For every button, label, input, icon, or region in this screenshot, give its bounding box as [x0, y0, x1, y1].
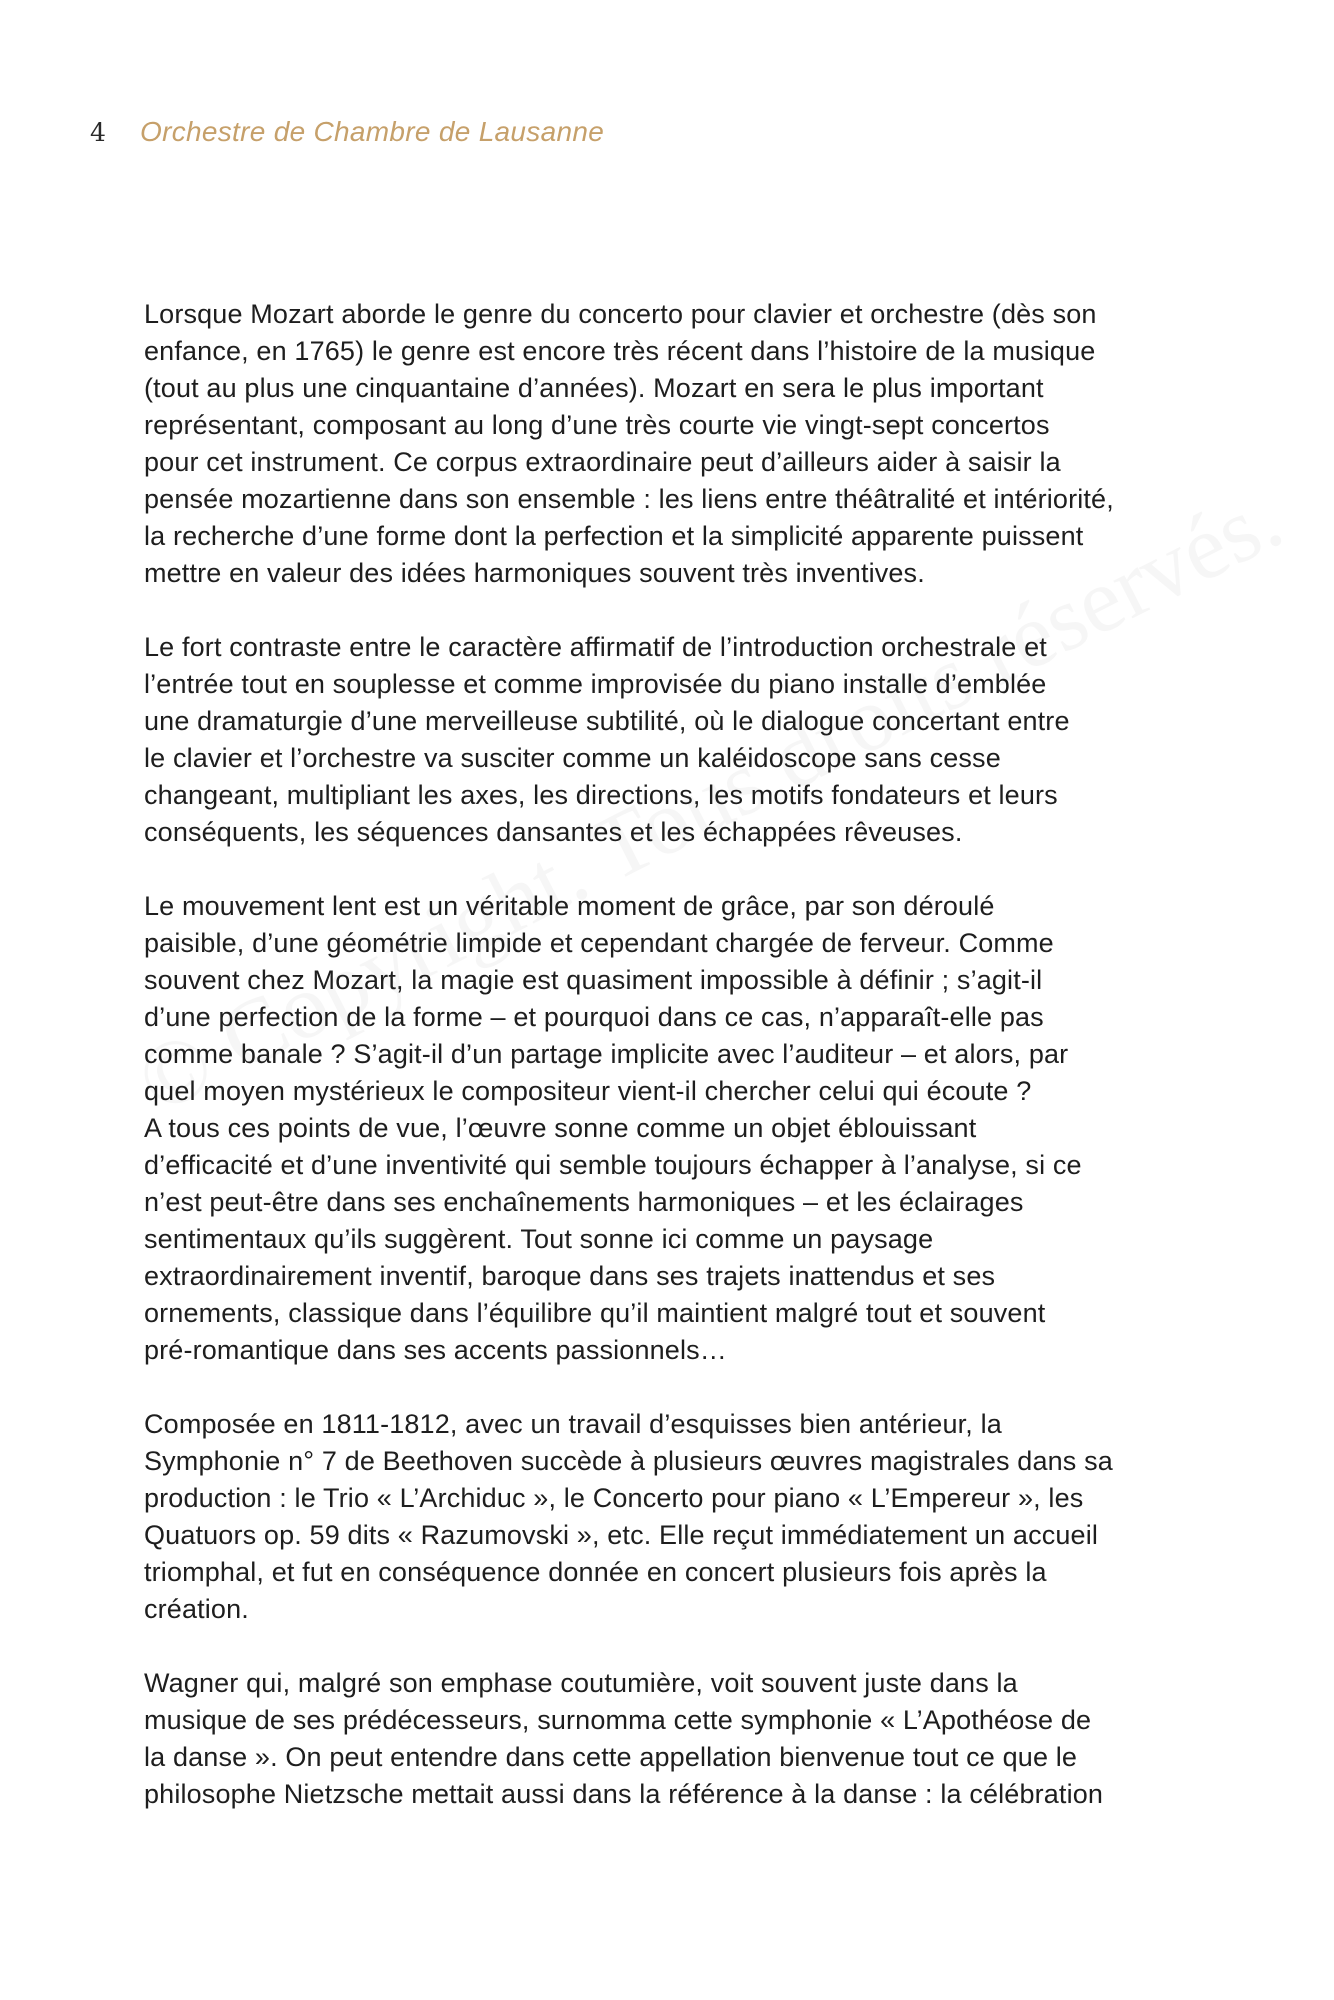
paragraph-beethoven-symphony: Composée en 1811-1812, avec un travail d’esquisses bien antérieur, la Symphonie n° 7 de Beethoven succède à plusieurs œuvres magistrales dans sa production : le Trio « L’Archiduc », le Concerto pour piano « L’Empereur », les Quatuors op. 59 dits « Razumovski », etc. Elle reçut immédiatement un accueil triomphal, et fut en conséquence donnée en concert plusieurs fois après la création.: [144, 1409, 1113, 1624]
paragraph-mozart-concerto: Lorsque Mozart aborde le genre du concerto pour clavier et orchestre (dès son enfance, en 1765) le genre est encore très récent dans l’histoire de la musique (tout au plus une cinquantaine d’années). Mozart en sera le plus important représentant, composant au long d’une très courte vie vingt-sept concertos pour cet instrument. Ce corpus extraordinaire peut d’ailleurs aider à saisir la pensée mozartienne dans son ensemble : les liens entre théâtralité et intériorité, la recherche d’une forme dont la perfection et la simplicité apparente puissent mettre en valeur des idées harmoniques souvent très inventives.: [144, 299, 1114, 588]
paragraph-slow-movement: Le mouvement lent est un véritable moment de grâce, par son déroulé paisible, d’une géométrie limpide et cependant chargée de ferveur. Comme souvent chez Mozart, la magie est quasiment impossible à définir ; s’agit-il d’une perfection de la forme – et pourquoi dans ce cas, n’apparaît-elle pas comme banale ? S’agit-il d’un partage implicite avec l’auditeur – et alors, par quel moyen mystérieux le compositeur vient-il chercher celui qui écoute ? A tous ces points de vue, l’œuvre sonne comme un objet éblouissant d’efficacité et d’une inventivité qui semble toujours échapper à l’analyse, si ce n’est peut-être dans ses enchaînements harmoniques – et les éclairages sentimentaux qu’ils suggèrent. Tout sonne ici comme un paysage extraordinairement inventif, baroque dans ses trajets inattendus et ses ornements, classique dans l’équilibre qu’il maintient malgré tout et souvent pré-romantique dans ses accents passionnels…: [144, 891, 1082, 1365]
running-title: Orchestre de Chambre de Lausanne: [140, 116, 605, 147]
page-number: 4: [90, 118, 106, 147]
paragraph-introduction-contrast: Le fort contraste entre le caractère affirmatif de l’introduction orchestrale et l’entrée tout en souplesse et comme improvisée du piano installe d’emblée une dramaturgie d’une merveilleuse subtilité, où le dialogue concertant entre le clavier et l’orchestre va susciter comme un kaléidoscope sans cesse changeant, multipliant les axes, les directions, les motifs fondateurs et leurs conséquents, les séquences dansantes et les échappées rêveuses.: [144, 632, 1070, 847]
running-header: [90, 116, 604, 156]
paragraph-wagner-apotheosis: Wagner qui, malgré son emphase coutumière, voit souvent juste dans la musique de ses prédécesseurs, surnomma cette symphonie « L’Apothéose de la danse ». On peut entendre dans cette appellation bienvenue tout ce que le philosophe Nietzsche mettait aussi dans la référence à la danse : la célébration: [144, 1668, 1104, 1809]
body-text: [144, 296, 1204, 1850]
